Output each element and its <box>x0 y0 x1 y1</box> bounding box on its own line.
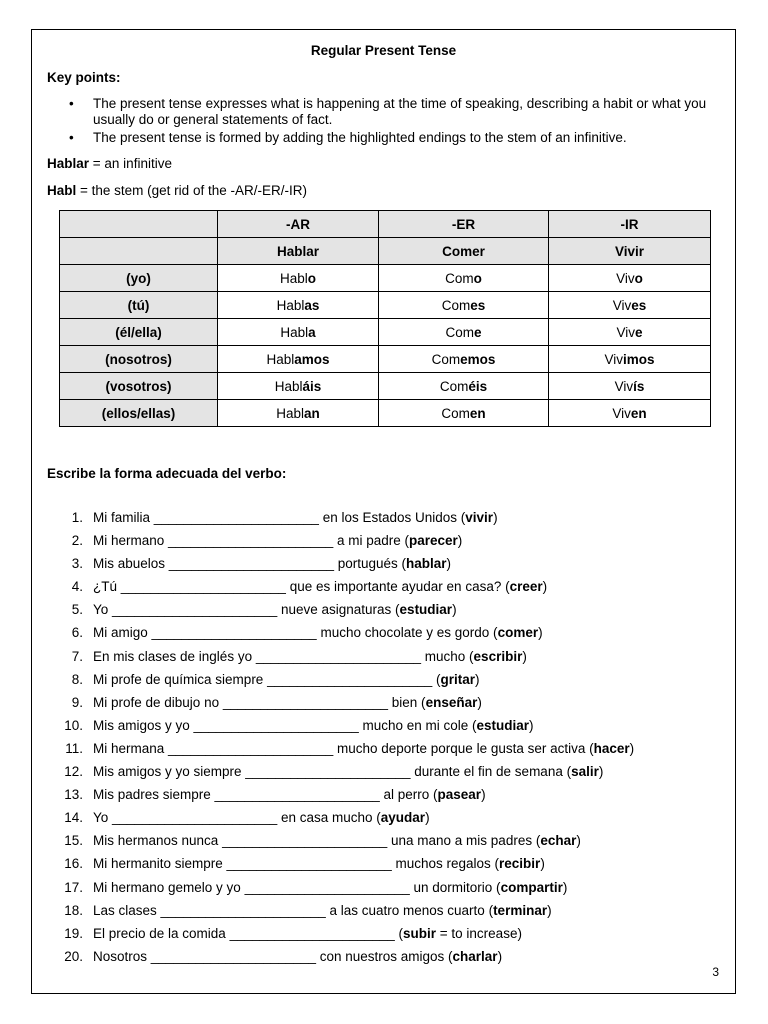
conjugation-cell <box>379 400 549 427</box>
exercise-item <box>47 529 717 552</box>
table-corner-cell <box>60 211 218 238</box>
table-row <box>60 265 711 292</box>
answer-blank[interactable]: ______________________ <box>267 671 433 687</box>
exercise-number: 16. <box>64 856 83 872</box>
exercise-number: 11. <box>65 740 83 756</box>
verb-stem: Com <box>441 297 471 313</box>
exercise-number: 5. <box>71 602 83 618</box>
exercise-text-after: bien ( <box>388 694 426 710</box>
verb-ending: o <box>634 270 643 286</box>
exercise-verb: terminar <box>493 902 548 918</box>
table-ending-header: -IR <box>549 211 711 238</box>
exercise-heading: Escribe la forma adecuada del verbo: <box>47 466 287 481</box>
exercise-text-before: Yo <box>93 810 113 826</box>
answer-blank[interactable]: ______________________ <box>120 579 286 595</box>
exercise-item <box>47 876 717 899</box>
verb-ending: emos <box>460 351 496 367</box>
exercise-text-before: Mis amigos y yo siempre <box>93 764 246 780</box>
exercise-text-after: mucho en mi cole ( <box>358 717 477 733</box>
exercise-text-before: Mi hermano gemelo y yo <box>93 879 245 895</box>
exercise-verb: salir <box>571 764 599 780</box>
exercise-close: ) <box>629 740 635 756</box>
table-corner-cell <box>60 238 218 265</box>
exercise-text-after: durante el fin de semana ( <box>410 764 572 780</box>
exercise-verb: charlar <box>452 948 498 964</box>
exercise-close: ) <box>446 556 452 572</box>
exercise-close: ) <box>457 533 463 549</box>
verb-stem: Habl <box>279 270 308 286</box>
exercise-text-after: en los Estados Unidos ( <box>318 510 466 525</box>
exercise-close: ) <box>493 510 498 525</box>
exercise-verb: pasear <box>437 787 482 803</box>
exercise-text-before: Mis padres siempre <box>93 787 215 803</box>
table-verb-header: Comer <box>379 238 549 265</box>
exercise-number: 3. <box>71 556 83 572</box>
verb-ending: éis <box>468 378 488 394</box>
verb-stem: Com <box>445 270 474 286</box>
exercise-close: = to increase) <box>436 925 522 941</box>
answer-blank[interactable]: ______________________ <box>168 533 334 549</box>
conjugation-cell <box>218 265 379 292</box>
infinitive-definition <box>47 156 172 171</box>
conjugation-cell <box>379 319 549 346</box>
exercise-item <box>47 760 717 783</box>
infinitive-term: Hablar <box>47 156 90 171</box>
exercise-close: ) <box>538 625 543 641</box>
page-number: 3 <box>712 965 719 979</box>
key-point-item: • The present tense expresses what is happening at the time of speaking, describing a habit or what you usually do or general statements of fact. <box>47 96 717 128</box>
stem-definition <box>47 183 307 198</box>
exercise-item <box>47 598 717 621</box>
exercise-verb: echar <box>540 833 577 849</box>
exercise-item <box>47 922 717 945</box>
verb-stem: Viv <box>614 378 634 394</box>
verb-stem: Viv <box>604 351 623 367</box>
verb-stem: Com <box>441 405 470 421</box>
answer-blank[interactable]: ______________________ <box>168 556 334 572</box>
verb-stem: Com <box>445 324 474 340</box>
exercise-close: ) <box>497 948 503 964</box>
answer-blank[interactable]: ______________________ <box>226 856 392 872</box>
verb-ending: imos <box>623 351 655 367</box>
conjugation-cell <box>549 400 711 427</box>
page-title: Regular Present Tense <box>310 43 457 58</box>
verb-stem: Viv <box>612 297 632 313</box>
conjugation-cell <box>549 373 711 400</box>
table-ending-header: -ER <box>379 211 549 238</box>
exercise-text-after: ( <box>394 925 404 941</box>
table-row <box>60 346 711 373</box>
exercise-verb: estudiar <box>399 602 453 618</box>
table-ending-header: -AR <box>218 211 379 238</box>
verb-stem: Habl <box>276 297 305 313</box>
verb-stem: Com <box>439 378 469 394</box>
exercise-number: 19. <box>64 925 83 941</box>
exercise-number: 10. <box>64 717 83 733</box>
exercise-text-after: con nuestros amigos ( <box>315 948 453 964</box>
exercise-text-before: Yo <box>93 602 113 618</box>
exercise-text-before: Mi profe de química siempre <box>93 671 268 687</box>
exercise-text-before: Mi hermanito siempre <box>93 856 227 872</box>
answer-blank[interactable]: ______________________ <box>112 602 278 618</box>
worksheet-page <box>31 29 736 994</box>
exercise-item <box>47 899 717 922</box>
pronoun-cell: (nosotros) <box>60 346 218 373</box>
exercise-item <box>47 645 717 668</box>
exercise-verb: vivir <box>465 510 494 525</box>
exercise-verb: subir <box>403 925 437 941</box>
answer-blank[interactable]: ______________________ <box>229 925 395 941</box>
verb-ending: en <box>469 405 486 421</box>
exercise-item <box>47 783 717 806</box>
conjugation-cell <box>549 319 711 346</box>
exercise-text-before: Mi profe de dibujo no <box>93 694 223 710</box>
exercise-item <box>47 714 717 737</box>
table-row <box>60 373 711 400</box>
exercise-close: ) <box>547 902 552 918</box>
verb-ending: es <box>631 297 647 313</box>
exercise-close: ) <box>540 856 545 872</box>
exercise-text-before: Mi hermana <box>93 740 169 756</box>
exercise-verb: estudiar <box>476 717 530 733</box>
exercise-number: 12. <box>64 764 83 780</box>
exercise-text-after: a las cuatro menos cuarto ( <box>325 902 494 918</box>
exercise-verb: comer <box>497 625 539 641</box>
conjugation-cell <box>379 292 549 319</box>
exercise-number: 4. <box>71 579 83 595</box>
exercise-text-before: Nosotros <box>93 948 151 964</box>
verb-ending: e <box>474 324 482 340</box>
exercise-item <box>47 621 717 644</box>
conjugation-cell <box>218 400 379 427</box>
conjugation-table <box>59 210 711 427</box>
table-verb-header: Vivir <box>549 238 711 265</box>
stem-text: = the stem (get rid of the -AR/-ER/-IR) <box>76 183 307 198</box>
verb-ending: as <box>304 297 320 313</box>
conjugation-cell <box>218 292 379 319</box>
answer-blank[interactable]: ______________________ <box>153 510 319 525</box>
exercise-text-after: mucho chocolate y es gordo ( <box>316 625 498 641</box>
table-verb-header: Hablar <box>218 238 379 265</box>
conjugation-cell <box>218 346 379 373</box>
verb-ending: amos <box>294 351 330 367</box>
conjugation-cell <box>379 373 549 400</box>
answer-blank[interactable]: ______________________ <box>193 717 359 733</box>
exercise-verb: hablar <box>406 556 447 572</box>
answer-blank[interactable]: ______________________ <box>168 740 334 756</box>
exercise-number: 8. <box>71 671 83 687</box>
exercise-close: ) <box>452 602 457 618</box>
verb-stem: Viv <box>616 270 635 286</box>
verb-ending: a <box>308 324 316 340</box>
exercise-verb: recibir <box>499 856 541 872</box>
answer-blank[interactable]: ______________________ <box>222 833 388 849</box>
exercise-text-after: una mano a mis padres ( <box>387 833 541 849</box>
table-row <box>60 319 711 346</box>
key-points-heading: Key points: <box>47 70 121 85</box>
answer-blank[interactable]: ______________________ <box>222 694 389 710</box>
exercise-number: 6. <box>71 625 83 641</box>
table-row <box>60 400 711 427</box>
verb-stem: Habl <box>276 405 304 421</box>
exercise-item <box>47 852 717 875</box>
pronoun-cell: (él/ella) <box>60 319 218 346</box>
exercise-close: ) <box>529 717 534 733</box>
verb-ending: ís <box>633 378 645 394</box>
answer-blank[interactable]: ______________________ <box>112 810 278 826</box>
exercise-number: 14. <box>64 810 83 826</box>
exercise-close: ) <box>475 671 480 687</box>
exercise-close: ) <box>562 879 568 895</box>
answer-blank[interactable]: ______________________ <box>150 948 316 964</box>
verb-stem: Viv <box>612 405 631 421</box>
stem-term: Habl <box>47 183 77 198</box>
verb-ending: o <box>473 270 482 286</box>
exercise-text-before: Mis hermanos nunca <box>93 833 223 849</box>
exercise-text-before: Mi amigo <box>93 625 152 641</box>
verb-stem: Habl <box>266 351 295 367</box>
exercise-verb: creer <box>509 579 543 595</box>
exercise-close: ) <box>477 694 482 710</box>
verb-stem: Habl <box>274 378 303 394</box>
exercise-close: ) <box>542 579 548 595</box>
exercise-text-after: a mi padre ( <box>333 533 409 549</box>
answer-blank[interactable]: ______________________ <box>160 902 326 918</box>
table-row <box>60 292 711 319</box>
verb-ending: es <box>470 297 486 313</box>
answer-blank[interactable]: ______________________ <box>245 764 411 780</box>
exercise-verb: ayudar <box>380 810 426 826</box>
table-header-row <box>60 211 711 238</box>
answer-blank[interactable]: ______________________ <box>214 787 380 803</box>
exercise-text-after: mucho ( <box>421 648 474 664</box>
verb-ending: en <box>630 405 647 421</box>
exercise-text-after: mucho deporte porque le gusta ser activa ( <box>333 740 594 756</box>
exercise-number: 20. <box>64 948 83 964</box>
exercise-number: 15. <box>64 833 83 849</box>
exercise-text-after: que es importante ayudar en casa? ( <box>285 579 510 595</box>
exercise-item <box>47 575 717 598</box>
key-points-list <box>47 96 717 148</box>
pronoun-cell: (vosotros) <box>60 373 218 400</box>
exercise-item <box>47 506 717 529</box>
exercise-text-after: al perro ( <box>379 787 438 803</box>
conjugation-cell <box>379 265 549 292</box>
conjugation-cell <box>549 265 711 292</box>
exercise-text-after: portugués ( <box>333 556 407 572</box>
exercise-text-before: En mis clases de inglés yo <box>93 648 256 664</box>
verb-ending: e <box>635 324 643 340</box>
verb-ending: áis <box>302 378 322 394</box>
answer-blank[interactable]: ______________________ <box>151 625 317 641</box>
exercise-verb: parecer <box>409 533 458 549</box>
exercise-number: 18. <box>64 902 83 918</box>
verb-stem: Com <box>431 351 461 367</box>
exercise-number: 1. <box>71 510 83 525</box>
exercise-verb: escribir <box>473 648 523 664</box>
exercise-text-before: Mis abuelos <box>93 556 169 572</box>
exercise-verb: hacer <box>593 740 630 756</box>
answer-blank[interactable]: ______________________ <box>255 648 422 664</box>
exercise-number: 7. <box>71 648 83 664</box>
exercise-text-after: en casa mucho ( <box>277 810 381 826</box>
exercise-close: ) <box>522 648 527 664</box>
exercise-close: ) <box>598 764 604 780</box>
exercise-verb: compartir <box>500 879 563 895</box>
exercise-text-before: Mi hermano <box>93 533 169 549</box>
verb-stem: Habl <box>280 324 309 340</box>
exercise-text-before: ¿Tú <box>93 579 121 595</box>
exercise-text-after: ( <box>432 671 441 687</box>
exercise-item <box>47 945 717 968</box>
exercise-text-before: El precio de la comida <box>93 925 230 941</box>
infinitive-text: = an infinitive <box>89 156 172 171</box>
pronoun-cell: (ellos/ellas) <box>60 400 218 427</box>
table-verb-row <box>60 238 711 265</box>
verb-ending: o <box>307 270 316 286</box>
answer-blank[interactable]: ______________________ <box>244 879 410 895</box>
exercise-close: ) <box>576 833 581 849</box>
exercise-item <box>47 668 717 691</box>
conjugation-cell <box>218 319 379 346</box>
exercise-item <box>47 691 717 714</box>
exercise-number: 13. <box>64 787 83 803</box>
exercise-text-after: nueve asignaturas ( <box>277 602 400 618</box>
conjugation-cell <box>218 373 379 400</box>
exercise-number: 9. <box>71 694 83 710</box>
pronoun-cell: (tú) <box>60 292 218 319</box>
exercise-close: ) <box>425 810 430 826</box>
pronoun-cell: (yo) <box>60 265 218 292</box>
exercise-text-after: un dormitorio ( <box>409 879 501 895</box>
conjugation-cell <box>549 292 711 319</box>
exercise-item <box>47 806 717 829</box>
exercise-verb: enseñar <box>425 694 478 710</box>
exercise-text-before: Las clases <box>93 902 161 918</box>
verb-ending: an <box>304 405 320 421</box>
exercise-list <box>47 506 717 968</box>
conjugation-cell <box>379 346 549 373</box>
verb-stem: Viv <box>616 324 635 340</box>
exercise-item <box>47 737 717 760</box>
key-point-item: • The present tense is formed by adding the highlighted endings to the stem of an infinitive. <box>47 130 717 146</box>
exercise-text-after: muchos regalos ( <box>391 856 500 872</box>
exercise-item <box>47 552 717 575</box>
conjugation-cell <box>549 346 711 373</box>
exercise-verb: gritar <box>440 671 476 687</box>
exercise-number: 2. <box>71 533 83 549</box>
exercise-item <box>47 829 717 852</box>
exercise-text-before: Mi familia <box>93 510 154 525</box>
exercise-text-before: Mis amigos y yo <box>93 717 194 733</box>
exercise-number: 17. <box>64 879 83 895</box>
exercise-close: ) <box>481 787 486 803</box>
